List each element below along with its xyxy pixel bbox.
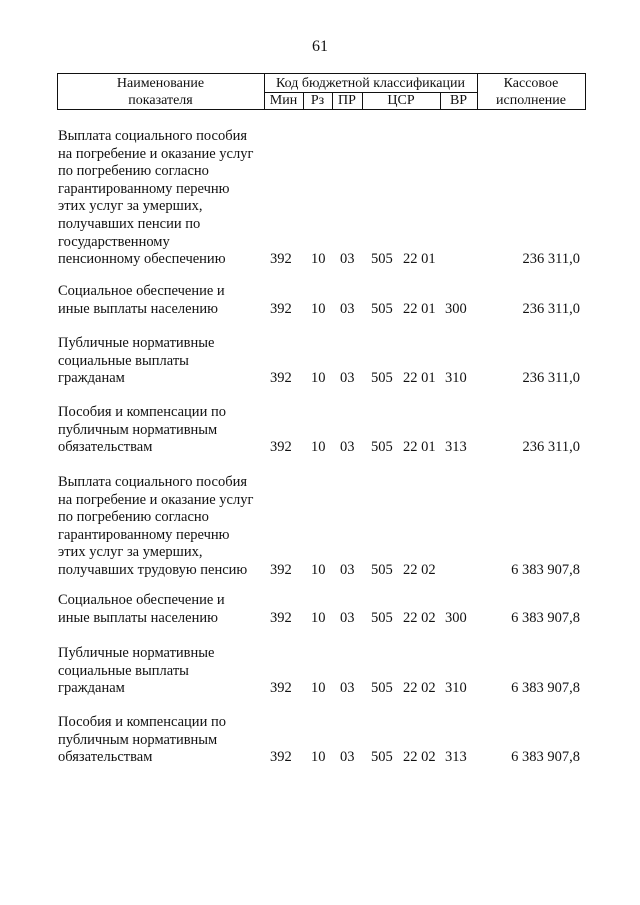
row-name-line: этих услуг за умерших,: [58, 544, 203, 561]
row-pr: 03: [340, 439, 355, 456]
row-name-line: Пособия и компенсации по: [58, 714, 226, 730]
row-name-line: публичным нормативным: [58, 731, 218, 748]
row-name: [58, 474, 258, 580]
row-name-line: иные выплаты населению: [58, 300, 218, 317]
row-name-line: обязательствам: [58, 749, 153, 766]
row-rz: 10: [311, 609, 326, 626]
row-name: [58, 645, 258, 698]
row-name-line: гражданам: [58, 370, 125, 387]
row-min: 392: [270, 562, 292, 578]
row-pr: 03: [340, 300, 355, 317]
row-pr: 03: [340, 251, 355, 268]
header-name-line1: Наименование: [116, 76, 205, 91]
row-csr-part1: 505: [371, 300, 393, 317]
row-min: 392: [270, 251, 292, 268]
row-pr: 03: [340, 749, 355, 766]
row-csr-part1: 505: [371, 370, 393, 387]
row-amount: 236 311,0: [522, 251, 580, 268]
row-name-line: Социальное обеспечение и: [58, 283, 225, 299]
row-vr: 300: [445, 609, 467, 626]
header-exec-line1: Кассовое: [503, 76, 559, 91]
row-pr: 03: [340, 609, 355, 626]
header-col-rz: Рз: [310, 93, 325, 108]
row-csr-part1: 505: [371, 562, 393, 578]
row-csr-part1: 505: [371, 609, 393, 626]
row-amount: 6 383 907,8: [511, 680, 580, 697]
row-name-line: Выплата социального пособия: [58, 128, 247, 144]
table-row: [0, 283, 640, 318]
row-min: 392: [270, 680, 292, 697]
table-header: [0, 0, 640, 120]
row-name-line: гарантированному перечню: [58, 180, 230, 197]
row-name-line: Социальное обеспечение и: [58, 592, 225, 608]
row-amount: 236 311,0: [522, 439, 580, 456]
row-name-line: Публичные нормативные: [58, 645, 215, 661]
row-name-line: на погребение и оказание услуг: [58, 491, 254, 508]
row-name-line: обязательствам: [58, 439, 153, 456]
table-row: [0, 592, 640, 627]
row-csr-part2: 22 02: [403, 562, 436, 578]
row-name: [58, 128, 258, 269]
row-vr: 313: [445, 749, 467, 766]
row-rz: 10: [311, 680, 326, 697]
row-vr: 310: [445, 680, 467, 697]
row-csr-part1: 505: [371, 251, 393, 268]
row-csr-part2: 22 02: [403, 749, 436, 766]
row-amount: 6 383 907,8: [511, 562, 580, 578]
row-amount: 236 311,0: [522, 370, 580, 387]
row-name-line: Пособия и компенсации по: [58, 404, 226, 420]
header-col-pr: ПР: [338, 93, 356, 108]
header-exec-line2: исполнение: [496, 93, 566, 108]
row-vr: 313: [445, 439, 467, 456]
row-rz: 10: [311, 370, 326, 387]
row-pr: 03: [340, 562, 355, 578]
table-row: [0, 128, 640, 269]
row-name-line: Публичные нормативные: [58, 335, 215, 351]
row-name-line: иные выплаты населению: [58, 609, 218, 626]
row-min: 392: [270, 609, 292, 626]
row-rz: 10: [311, 562, 326, 578]
row-csr-part2: 22 01: [403, 370, 436, 387]
row-name-line: социальные выплаты: [58, 352, 189, 369]
row-pr: 03: [340, 680, 355, 697]
row-vr: 310: [445, 370, 467, 387]
row-rz: 10: [311, 251, 326, 268]
row-name-line: гарантированному перечню: [58, 526, 230, 543]
table-row: [0, 404, 640, 457]
row-name: [58, 335, 258, 388]
row-csr-part2: 22 01: [403, 300, 436, 317]
header-code-group: Код бюджетной классификации: [276, 76, 465, 91]
table-row: [0, 474, 640, 580]
header-col-csr: ЦСР: [387, 93, 415, 108]
table-row: [0, 645, 640, 698]
row-rz: 10: [311, 300, 326, 317]
row-csr-part1: 505: [371, 749, 393, 766]
row-amount: 6 383 907,8: [511, 749, 580, 766]
row-amount: 236 311,0: [522, 300, 580, 317]
row-pr: 03: [340, 370, 355, 387]
row-csr-part2: 22 01: [403, 439, 436, 456]
row-name-line: государственному: [58, 233, 170, 250]
row-rz: 10: [311, 749, 326, 766]
row-name-line: этих услуг за умерших,: [58, 198, 203, 215]
row-csr-part1: 505: [371, 680, 393, 697]
page-number: 61: [312, 38, 328, 55]
row-name-line: по погребению согласно: [58, 509, 209, 526]
table-row: [0, 335, 640, 388]
row-name: [58, 714, 258, 767]
row-min: 392: [270, 370, 292, 387]
row-min: 392: [270, 749, 292, 766]
row-rz: 10: [311, 439, 326, 456]
row-csr-part1: 505: [371, 439, 393, 456]
row-min: 392: [270, 300, 292, 317]
row-name-line: получавших пенсии по: [58, 215, 201, 232]
table-row: [0, 714, 640, 767]
header-name-line2: показателя: [128, 93, 193, 108]
row-name: [58, 592, 258, 627]
row-name-line: социальные выплаты: [58, 662, 189, 679]
row-name-line: получавших трудовую пенсию: [58, 561, 248, 578]
row-name-line: по погребению согласно: [58, 163, 209, 180]
row-min: 392: [270, 439, 292, 456]
header-col-vr: ВР: [449, 93, 468, 108]
row-name-line: пенсионному обеспечению: [58, 251, 226, 268]
row-csr-part2: 22 01: [403, 251, 436, 268]
row-name-line: гражданам: [58, 680, 125, 697]
row-name-line: на погребение и оказание услуг: [58, 145, 254, 162]
row-csr-part2: 22 02: [403, 680, 436, 697]
row-csr-part2: 22 02: [403, 609, 436, 626]
row-name-line: публичным нормативным: [58, 421, 218, 438]
row-amount: 6 383 907,8: [511, 609, 580, 626]
row-vr: 300: [445, 300, 467, 317]
row-name: [58, 404, 258, 457]
row-name-line: Выплата социального пособия: [58, 474, 247, 490]
row-name: [58, 283, 258, 318]
header-col-min: Мин: [269, 93, 298, 108]
